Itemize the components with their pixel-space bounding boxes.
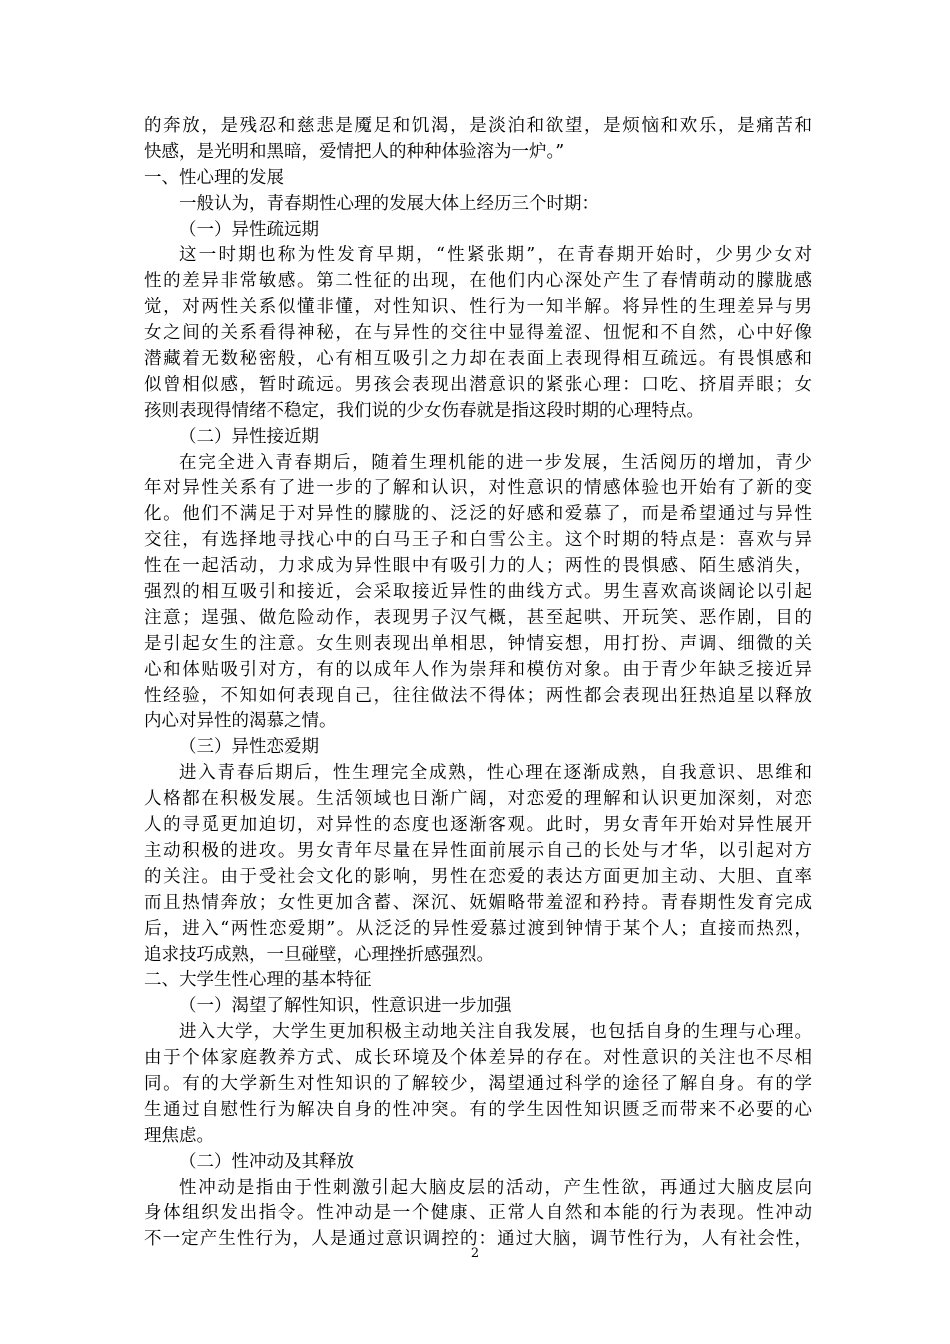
text-line: 快感，是光明和黑暗，爱情把人的种种体验溶为一炉。” <box>144 141 565 162</box>
text-line: （二）异性接近期 <box>179 426 319 447</box>
text-line: 孩则表现得情绪不稳定，我们说的少女伤春就是指这段时期的心理特点。 <box>144 400 704 421</box>
text-line: 强烈的相互吸引和接近，会采取接近异性的曲线方式。男生喜欢高谈阔论以引起 <box>144 582 812 603</box>
text-line: （二）性冲动及其释放 <box>179 1151 354 1172</box>
text-line: 交往，有选择地寻找心中的白马王子和白雪公主。这个时期的特点是：喜欢与异 <box>144 530 812 551</box>
text-line: 同。有的大学新生对性知识的了解较少，渴望通过科学的途径了解自身。有的学 <box>144 1073 812 1094</box>
text-line: 年对异性关系有了进一步的了解和认识，对性意识的情感体验也开始有了新的变 <box>144 478 812 499</box>
text-line: （一）异性疏远期 <box>179 219 319 240</box>
text-line: 内心对异性的渴慕之情。 <box>144 711 337 732</box>
text-line: 追求技巧成熟，一旦碰壁，心理挫折感强烈。 <box>144 944 494 965</box>
text-line: 性经验，不知如何表现自己，往往做法不得体；两性都会表现出狂热追星以释放 <box>144 685 812 706</box>
text-line: 是引起女生的注意。女生则表现出单相思，钟情妄想，用打扮、声调、细微的关 <box>144 633 812 654</box>
text-line: 注意；逞强、做危险动作，表现男子汉气概，甚至起哄、开玩笑、恶作剧，目的 <box>144 607 812 628</box>
text-line: 后，进入“两性恋爱期”。从泛泛的异性爱慕过渡到钟情于某个人；直接而热烈， <box>144 918 812 939</box>
text-line: 女之间的关系看得神秘，在与异性的交往中显得羞涩、忸怩和不自然，心中好像 <box>144 323 812 344</box>
document-body <box>144 114 812 1253</box>
text-line: 的关注。由于受社会文化的影响，男性在恋爱的表达方面更加主动、大胆、直率 <box>144 866 812 887</box>
text-line: 在完全进入青春期后，随着生理机能的进一步发展，生活阅历的增加，青少 <box>179 452 812 473</box>
text-line: 生通过自慰性行为解决自身的性冲突。有的学生因性知识匮乏而带来不必要的心 <box>144 1099 812 1120</box>
text-line: （三）异性恋爱期 <box>179 737 319 758</box>
text-line: 觉，对两性关系似懂非懂，对性知识、性行为一知半解。将异性的生理差异与男 <box>144 297 812 318</box>
page-number: 2 <box>470 1246 480 1261</box>
text-line: 性的差异非常敏感。第二性征的出现，在他们内心深处产生了春情萌动的朦胧感 <box>144 271 812 292</box>
text-line: 二、大学生性心理的基本特征 <box>144 970 372 991</box>
text-line: 性冲动是指由于性刺激引起大脑皮层的活动，产生性欲，再通过大脑皮层向 <box>179 1177 812 1198</box>
text-line: 主动积极的进攻。男女青年尽量在异性面前展示自己的长处与才华，以引起对方 <box>144 840 812 861</box>
text-line: 性在一起活动，力求成为异性眼中有吸引力的人；两性的畏惧感、陌生感消失， <box>144 556 812 577</box>
text-line: 人的寻觅更加迫切，对异性的态度也逐渐客观。此时，男女青年开始对异性展开 <box>144 815 812 836</box>
text-line: 人格都在积极发展。生活领域也日渐广阔，对恋爱的理解和认识更加深刻，对恋 <box>144 789 812 810</box>
text-line: 似曾相似感，暂时疏远。男孩会表现出潜意识的紧张心理：口吃、挤眉弄眼；女 <box>144 374 812 395</box>
text-line: 一般认为，青春期性心理的发展大体上经历三个时期： <box>179 193 599 214</box>
text-line: 心和体贴吸引对方，有的以成年人作为崇拜和模仿对象。由于青少年缺乏接近异 <box>144 659 812 680</box>
text-line: 这一时期也称为性发育早期，“性紧张期”，在青春期开始时，少男少女对 <box>179 245 812 266</box>
text-line: 一、性心理的发展 <box>144 167 284 188</box>
text-line: 身体组织发出指令。性冲动是一个健康、正常人自然和本能的行为表现。性冲动 <box>144 1203 812 1224</box>
text-line: 进入大学，大学生更加积极主动地关注自我发展，也包括自身的生理与心理。 <box>179 1022 812 1043</box>
text-line: 理焦虑。 <box>144 1125 214 1146</box>
text-line: 而且热情奔放；女性更加含蓄、深沉、妩媚略带羞涩和矜持。青春期性发育完成 <box>144 892 812 913</box>
text-line: 的奔放，是残忍和慈悲是魇足和饥渴，是淡泊和欲望，是烦恼和欢乐，是痛苦和 <box>144 116 812 136</box>
text-line: （一）渴望了解性知识，性意识进一步加强 <box>179 996 512 1017</box>
text-line: 化。他们不满足于对异性的朦胧的、泛泛的好感和爱慕了，而是希望通过与异性 <box>144 504 812 525</box>
text-line: 由于个体家庭教养方式、成长环境及个体差异的存在。对性意识的关注也不尽相 <box>144 1048 812 1069</box>
text-line: 进入青春后期后，性生理完全成熟，性心理在逐渐成熟，自我意识、思维和 <box>179 763 812 784</box>
text-line: 潜藏着无数秘密般，心有相互吸引之力却在表面上表现得相互疏远。有畏惧感和 <box>144 349 812 370</box>
text-line: 不一定产生性行为，人是通过意识调控的：通过大脑，调节性行为，人有社会性， <box>144 1229 812 1250</box>
